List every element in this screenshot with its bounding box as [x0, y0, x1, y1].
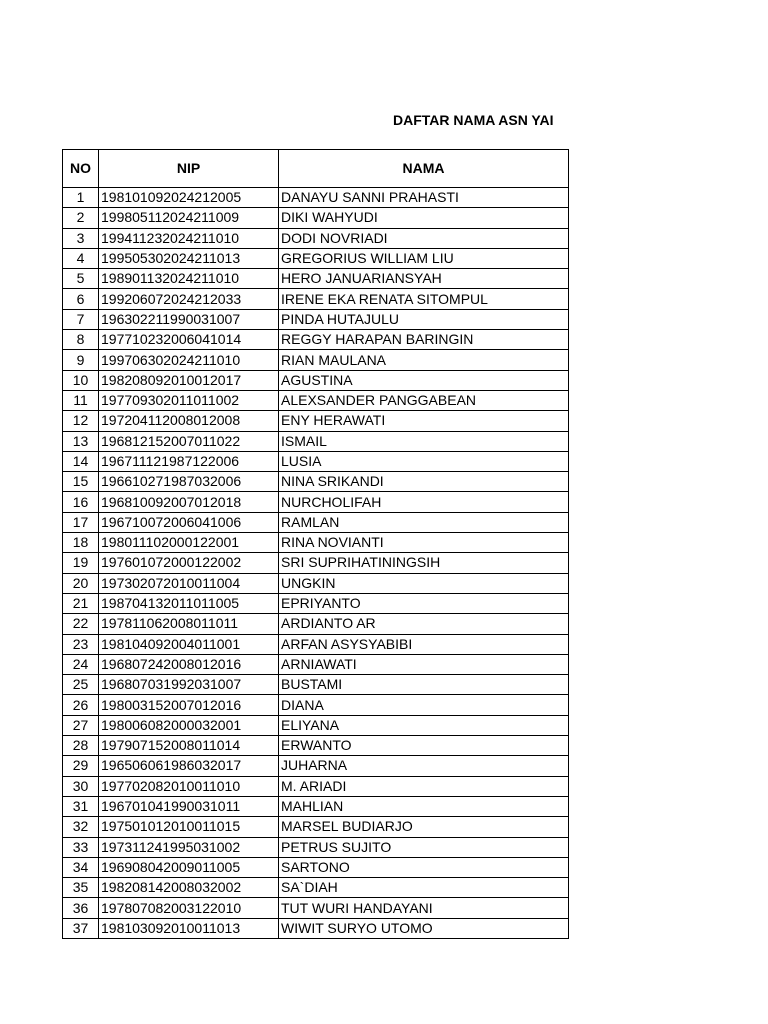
cell-nip: 199206072024212033: [99, 289, 279, 309]
table-row: [63, 451, 569, 471]
cell-no: 31: [63, 796, 99, 816]
table-row: [63, 776, 569, 796]
cell-nip: 198103092010011013: [99, 918, 279, 938]
table-row: [63, 248, 569, 268]
table-row: [63, 898, 569, 918]
cell-nip: 197807082003122010: [99, 898, 279, 918]
cell-no: 6: [63, 289, 99, 309]
table-row: [63, 533, 569, 553]
cell-nama: TUT WURI HANDAYANI: [279, 898, 569, 918]
cell-nip: 199411232024211010: [99, 228, 279, 248]
cell-no: 18: [63, 533, 99, 553]
document-title: DAFTAR NAMA ASN YAI: [393, 112, 554, 128]
cell-no: 34: [63, 857, 99, 877]
cell-nama: UNGKIN: [279, 573, 569, 593]
cell-nip: 196807242008012016: [99, 654, 279, 674]
cell-nama: ALEXSANDER PANGGABEAN: [279, 390, 569, 410]
cell-no: 24: [63, 654, 99, 674]
cell-nama: SRI SUPRIHATININGSIH: [279, 553, 569, 573]
table-row: [63, 492, 569, 512]
cell-nama: SARTONO: [279, 857, 569, 877]
cell-nama: ISMAIL: [279, 431, 569, 451]
table-row: [63, 188, 569, 208]
cell-nip: 197710232006041014: [99, 330, 279, 350]
cell-no: 20: [63, 573, 99, 593]
table-row: [63, 593, 569, 613]
table-row: [63, 817, 569, 837]
cell-nama: DIANA: [279, 695, 569, 715]
cell-nip: 198208092010012017: [99, 370, 279, 390]
table-row: [63, 431, 569, 451]
cell-nama: NINA SRIKANDI: [279, 472, 569, 492]
asn-table: [62, 149, 569, 939]
table-row: [63, 736, 569, 756]
cell-no: 22: [63, 614, 99, 634]
cell-nip: 197702082010011010: [99, 776, 279, 796]
cell-nip: 196710072006041006: [99, 512, 279, 532]
cell-nip: 196711121987122006: [99, 451, 279, 471]
cell-nama: ARDIANTO AR: [279, 614, 569, 634]
cell-nip: 199805112024211009: [99, 208, 279, 228]
cell-nama: ARFAN ASYSYABIBI: [279, 634, 569, 654]
cell-no: 23: [63, 634, 99, 654]
cell-nip: 197501012010011015: [99, 817, 279, 837]
cell-nip: 198003152007012016: [99, 695, 279, 715]
cell-nip: 197302072010011004: [99, 573, 279, 593]
cell-no: 19: [63, 553, 99, 573]
table-row: [63, 715, 569, 735]
table-row: [63, 573, 569, 593]
cell-no: 4: [63, 248, 99, 268]
table-row: [63, 857, 569, 877]
table-row: [63, 350, 569, 370]
cell-no: 33: [63, 837, 99, 857]
cell-no: 3: [63, 228, 99, 248]
table-row: [63, 878, 569, 898]
cell-nama: MAHLIAN: [279, 796, 569, 816]
cell-nama: HERO JANUARIANSYAH: [279, 269, 569, 289]
cell-nip: 198101092024212005: [99, 188, 279, 208]
cell-nama: ERWANTO: [279, 736, 569, 756]
cell-no: 8: [63, 330, 99, 350]
cell-no: 2: [63, 208, 99, 228]
cell-no: 5: [63, 269, 99, 289]
cell-nama: WIWIT SURYO UTOMO: [279, 918, 569, 938]
cell-nip: 199706302024211010: [99, 350, 279, 370]
cell-nip: 196302211990031007: [99, 309, 279, 329]
cell-nip: 196701041990031011: [99, 796, 279, 816]
table-row: [63, 472, 569, 492]
cell-nama: PETRUS SUJITO: [279, 837, 569, 857]
table-row: [63, 918, 569, 938]
table-row: [63, 330, 569, 350]
cell-nip: 196807031992031007: [99, 675, 279, 695]
table-row: [63, 269, 569, 289]
cell-nama: DIKI WAHYUDI: [279, 208, 569, 228]
cell-no: 16: [63, 492, 99, 512]
cell-no: 14: [63, 451, 99, 471]
cell-nip: 197907152008011014: [99, 736, 279, 756]
table-row: [63, 634, 569, 654]
cell-nip: 197811062008011011: [99, 614, 279, 634]
cell-no: 28: [63, 736, 99, 756]
cell-no: 7: [63, 309, 99, 329]
cell-nama: ELIYANA: [279, 715, 569, 735]
cell-nama: AGUSTINA: [279, 370, 569, 390]
cell-no: 17: [63, 512, 99, 532]
table-row: [63, 756, 569, 776]
table-row: [63, 411, 569, 431]
cell-nip: 198006082000032001: [99, 715, 279, 735]
cell-no: 26: [63, 695, 99, 715]
table-row: [63, 695, 569, 715]
cell-nama: RINA NOVIANTI: [279, 533, 569, 553]
cell-nama: ARNIAWATI: [279, 654, 569, 674]
table-row: [63, 512, 569, 532]
cell-nip: 199505302024211013: [99, 248, 279, 268]
cell-nama: DODI NOVRIADI: [279, 228, 569, 248]
cell-nama: LUSIA: [279, 451, 569, 471]
table-body: [63, 188, 569, 939]
table-row: [63, 208, 569, 228]
cell-nip: 196610271987032006: [99, 472, 279, 492]
cell-nip: 196810092007012018: [99, 492, 279, 512]
column-header-nama: NAMA: [279, 150, 569, 188]
cell-no: 36: [63, 898, 99, 918]
cell-no: 30: [63, 776, 99, 796]
cell-no: 12: [63, 411, 99, 431]
cell-nip: 198901132024211010: [99, 269, 279, 289]
table-row: [63, 796, 569, 816]
table-row: [63, 309, 569, 329]
cell-nama: RIAN MAULANA: [279, 350, 569, 370]
cell-no: 13: [63, 431, 99, 451]
cell-nama: NURCHOLIFAH: [279, 492, 569, 512]
cell-nama: GREGORIUS WILLIAM LIU: [279, 248, 569, 268]
cell-nama: SA`DIAH: [279, 878, 569, 898]
cell-nip: 198704132011011005: [99, 593, 279, 613]
cell-no: 10: [63, 370, 99, 390]
column-header-nip: NIP: [99, 150, 279, 188]
column-header-no: NO: [63, 150, 99, 188]
table-row: [63, 390, 569, 410]
cell-nama: REGGY HARAPAN BARINGIN: [279, 330, 569, 350]
cell-no: 11: [63, 390, 99, 410]
cell-no: 25: [63, 675, 99, 695]
cell-nama: JUHARNA: [279, 756, 569, 776]
cell-nama: M. ARIADI: [279, 776, 569, 796]
header-row: [63, 150, 569, 188]
cell-nama: EPRIYANTO: [279, 593, 569, 613]
cell-nip: 197311241995031002: [99, 837, 279, 857]
cell-nama: MARSEL BUDIARJO: [279, 817, 569, 837]
cell-nama: PINDA HUTAJULU: [279, 309, 569, 329]
table-row: [63, 837, 569, 857]
cell-nip: 197204112008012008: [99, 411, 279, 431]
cell-no: 29: [63, 756, 99, 776]
table-row: [63, 654, 569, 674]
table-row: [63, 553, 569, 573]
cell-nama: ENY HERAWATI: [279, 411, 569, 431]
cell-no: 15: [63, 472, 99, 492]
cell-no: 35: [63, 878, 99, 898]
cell-nip: 197601072000122002: [99, 553, 279, 573]
cell-no: 27: [63, 715, 99, 735]
cell-no: 9: [63, 350, 99, 370]
cell-nip: 198104092004011001: [99, 634, 279, 654]
cell-nip: 196506061986032017: [99, 756, 279, 776]
cell-no: 1: [63, 188, 99, 208]
cell-no: 32: [63, 817, 99, 837]
cell-nama: BUSTAMI: [279, 675, 569, 695]
cell-nip: 196812152007011022: [99, 431, 279, 451]
cell-nama: RAMLAN: [279, 512, 569, 532]
table-row: [63, 228, 569, 248]
cell-nip: 197709302011011002: [99, 390, 279, 410]
cell-nama: IRENE EKA RENATA SITOMPUL: [279, 289, 569, 309]
table-row: [63, 675, 569, 695]
cell-nip: 196908042009011005: [99, 857, 279, 877]
table-row: [63, 289, 569, 309]
table-header: [63, 150, 569, 188]
cell-no: 21: [63, 593, 99, 613]
table-row: [63, 370, 569, 390]
cell-nip: 198011102000122001: [99, 533, 279, 553]
table-row: [63, 614, 569, 634]
cell-nip: 198208142008032002: [99, 878, 279, 898]
cell-nama: DANAYU SANNI PRAHASTI: [279, 188, 569, 208]
cell-no: 37: [63, 918, 99, 938]
